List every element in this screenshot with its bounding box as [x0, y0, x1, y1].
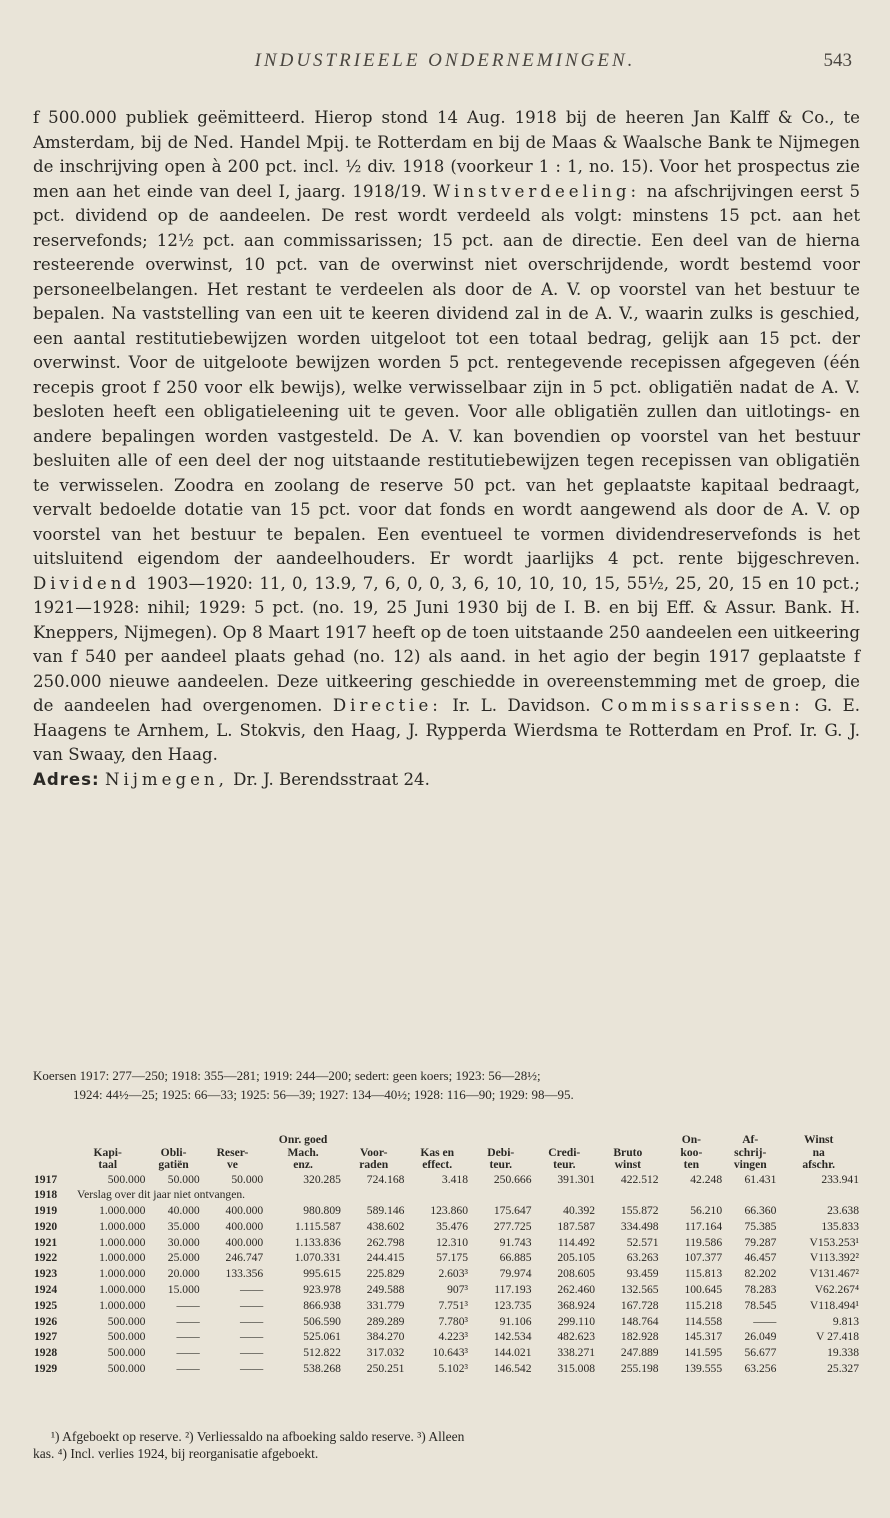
directie-label: Directie:: [332, 696, 442, 715]
commissarissen-text: G. E. Haagens te Arnhem, L. Stokvis, den Haag, J. Rypperda Wierdsma te Rotterdam en Prof. Ir. G. J. van Swaay, den Haag.: [33, 696, 860, 764]
table-row: [33, 1266, 860, 1282]
table-cell: 30.000: [167, 1235, 200, 1249]
table-cell: 255.198: [620, 1362, 659, 1376]
header-cell: [33, 1159, 69, 1172]
table-cell: 123.860: [430, 1204, 468, 1218]
table-cell: 107.377: [684, 1251, 723, 1265]
table-cell: 35.476: [436, 1219, 468, 1233]
header-cell: raden: [359, 1158, 389, 1171]
header-cell: Credi-: [548, 1145, 581, 1159]
header-cell: Bruto: [613, 1145, 643, 1159]
table-row: [33, 1282, 860, 1298]
header-cell: ve: [226, 1158, 238, 1171]
table-cell: 56.677: [744, 1346, 777, 1360]
commissarissen-label: Commissarissen:: [600, 696, 804, 715]
table-cell: 233.941: [821, 1172, 859, 1186]
table-row: [33, 1235, 860, 1251]
table-cell: 923.978: [303, 1283, 341, 1297]
table-cell: 144.021: [493, 1346, 532, 1360]
table-row: [33, 1314, 860, 1330]
header-cell: Mach.: [287, 1145, 319, 1159]
header-cell: ten: [683, 1158, 700, 1171]
table-row-1918: [33, 1187, 860, 1203]
table-cell: V62.267⁴: [814, 1283, 859, 1297]
table-cell: 7.780³: [438, 1314, 468, 1328]
header-cell: winst: [614, 1158, 642, 1171]
table-cell: 114.492: [557, 1235, 596, 1249]
koersen-line-2: 1924: 44½—25; 1925: 66—33; 1925: 56—39; 1927: 134—40½; 1928: 116—90; 1929: 98—95.: [73, 1087, 574, 1102]
table-cell: 225.829: [366, 1267, 405, 1281]
table-cell: V153.253¹: [809, 1235, 859, 1249]
row-year: 1923: [34, 1267, 58, 1281]
table-cell: 980.809: [303, 1204, 341, 1218]
running-header: [30, 50, 860, 80]
header-cell: [69, 1134, 146, 1147]
footnote-line-1: ¹) Afgeboekt op reserve. ²) Verliessaldo na afboeking saldo reserve. ³) Alleen: [51, 1429, 465, 1444]
footnote-line-2: kas. ⁴) Incl. verlies 1924, bij reorganisatie afgeboekt.: [33, 1446, 319, 1461]
row-year: 1922: [34, 1251, 58, 1265]
table-cell: 133.356: [225, 1267, 264, 1281]
table-cell: 262.798: [366, 1235, 405, 1249]
header-cell: Kapi-: [93, 1145, 122, 1159]
header-cell: [342, 1134, 406, 1147]
table-cell: ——: [753, 1314, 777, 1328]
table-cell: 100.645: [684, 1283, 723, 1297]
table-cell: 724.168: [366, 1172, 405, 1186]
table-cell: 1.000.000: [99, 1267, 146, 1281]
table-cell: 500.000: [107, 1330, 146, 1344]
table-cell: 79.287: [744, 1235, 777, 1249]
table-cell: 82.202: [744, 1267, 777, 1281]
page-number: 543: [823, 50, 852, 71]
table-cell: 66.885: [499, 1251, 532, 1265]
dividend-label: Dividend: [33, 573, 141, 593]
row-year: 1921: [34, 1235, 58, 1249]
table-cell: 15.000: [167, 1283, 200, 1297]
header-cell: na: [812, 1145, 825, 1159]
table-cell: ——: [240, 1283, 264, 1297]
table-cell: 42.248: [690, 1172, 723, 1186]
table-cell: 46.457: [744, 1251, 777, 1265]
table-cell: 78.545: [744, 1298, 777, 1312]
table-row: [33, 1329, 860, 1345]
table-cell: 1.000.000: [99, 1204, 146, 1218]
table-cell: 246.747: [225, 1251, 264, 1265]
running-title: INDUSTRIEELE ONDERNEMINGEN.: [254, 50, 636, 71]
table-cell: 10.643³: [432, 1346, 468, 1360]
table-cell: 115.218: [684, 1298, 723, 1312]
adres-label: Adres:: [33, 769, 100, 789]
header-cell: Kas en: [420, 1145, 455, 1159]
header-cell: Af-: [742, 1133, 759, 1146]
header-cell: afschr.: [802, 1158, 836, 1171]
table-cell: 995.615: [303, 1267, 341, 1281]
table-cell: 26.049: [744, 1330, 777, 1344]
header-cell: [596, 1134, 660, 1147]
table-cell: 19.338: [827, 1346, 859, 1360]
table-cell: 2.603³: [438, 1267, 468, 1281]
table-cell: 208.605: [557, 1267, 596, 1281]
table-cell: 1.133.836: [294, 1235, 341, 1249]
header-cell: [201, 1134, 265, 1147]
header-cell: koo-: [680, 1145, 703, 1159]
table-cell: 1.000.000: [99, 1219, 146, 1233]
table-cell: ——: [240, 1362, 264, 1376]
header-cell: enz.: [293, 1158, 313, 1171]
row-year: 1928: [34, 1346, 58, 1360]
header-cell: Debi-: [487, 1145, 515, 1159]
table-cell: 3.418: [441, 1172, 468, 1186]
table-cell: V 27.418: [816, 1330, 859, 1344]
table-cell: 40.392: [563, 1204, 596, 1218]
table-cell: 9.813: [832, 1314, 859, 1328]
header-cell: Voor-: [359, 1145, 388, 1159]
table-cell: 182.928: [620, 1330, 659, 1344]
header-cell: [33, 1134, 69, 1147]
header-cell: [33, 1147, 69, 1160]
table-cell: 244.415: [366, 1251, 405, 1265]
table-cell: 142.534: [493, 1330, 532, 1344]
row-year: 1920: [34, 1219, 58, 1233]
table-cell: 500.000: [107, 1172, 146, 1186]
header-cell: vingen: [733, 1158, 767, 1171]
table-cell: 1.000.000: [99, 1298, 146, 1312]
table-cell: 117.193: [494, 1283, 532, 1297]
header-cell: Obli-: [160, 1145, 187, 1159]
table-cell: 119.586: [684, 1235, 723, 1249]
header-cell: [405, 1134, 469, 1147]
table-cell: 1.070.331: [294, 1251, 341, 1265]
table-cell: 500.000: [107, 1314, 146, 1328]
table-row: [33, 1219, 860, 1235]
header-row-3: [33, 1159, 860, 1172]
table-cell: 368.924: [557, 1298, 596, 1312]
table-cell: ——: [176, 1314, 200, 1328]
table-cell: 148.764: [620, 1314, 659, 1328]
table-cell: 589.146: [366, 1204, 405, 1218]
table-cell: ——: [240, 1314, 264, 1328]
koersen-line-1: Koersen 1917: 277—250; 1918: 355—281; 1919: 244—200; sedert: geen koers; 1923: 56—28½;: [33, 1068, 541, 1083]
table-cell: 50.000: [167, 1172, 200, 1186]
row-year: 1924: [34, 1283, 58, 1297]
table-cell: 132.565: [620, 1283, 659, 1297]
financial-table: [33, 1134, 860, 1377]
row-year: 1917: [34, 1172, 58, 1186]
table-cell: 139.555: [684, 1362, 723, 1376]
table-cell: 91.106: [499, 1314, 532, 1328]
directie-text: Ir. L. Davidson.: [452, 696, 591, 715]
koersen-block: [33, 1066, 860, 1104]
table-cell: 61.431: [744, 1172, 777, 1186]
table-cell: 384.270: [366, 1330, 405, 1344]
table-cell: 12.310: [436, 1235, 468, 1249]
table-cell: 299.110: [557, 1314, 596, 1328]
adres-city: Nijmegen,: [104, 769, 228, 789]
table-cell: 155.872: [620, 1204, 659, 1218]
table-cell: 63.256: [744, 1362, 777, 1376]
table-row: [33, 1250, 860, 1266]
table-cell: 167.728: [620, 1298, 659, 1312]
table-row: [33, 1345, 860, 1361]
header-cell: schrij-: [734, 1145, 767, 1159]
table-cell: V118.494¹: [809, 1298, 859, 1312]
header-cell: effect.: [422, 1158, 453, 1171]
table-cell: 315.008: [557, 1362, 596, 1376]
table-cell: 500.000: [107, 1362, 146, 1376]
table-cell: 146.542: [493, 1362, 532, 1376]
table-cell: ——: [240, 1346, 264, 1360]
table-cell: 422.512: [620, 1172, 659, 1186]
table-cell: 187.587: [557, 1219, 596, 1233]
table-cell: 40.000: [167, 1204, 200, 1218]
header-cell: Onr. goed: [278, 1133, 328, 1146]
table-cell: 7.751³: [438, 1298, 468, 1312]
header-cell: taal: [98, 1158, 118, 1171]
table-cell: 79.974: [499, 1267, 532, 1281]
table-cell: 145.317: [684, 1330, 723, 1344]
table-cell: 525.061: [303, 1330, 341, 1344]
header-cell: Reser-: [216, 1145, 249, 1159]
header-row-1: [33, 1134, 860, 1147]
table-cell: 175.647: [493, 1204, 532, 1218]
table-cell: 289.289: [366, 1314, 405, 1328]
table-cell: 400.000: [225, 1219, 264, 1233]
issue-text: f 500.000 publiek geëmitteerd. Hierop stond 14 Aug. 1918 bij de heeren Jan Kalff & Co., te Amsterdam, bij de Ned. Handel Mpij. te Rotterdam en bij de Maas & Waalsche Bank te Nijmegen de inschrijving open à 200 pct. incl. ½ div. 1918 (voorkeur 1 : 1, no. 15). Voor het prospectus zie men aan het einde van deel I, jaarg. 1918/19.: [33, 108, 860, 201]
table-cell: 250.666: [493, 1172, 532, 1186]
table-cell: 320.285: [303, 1172, 341, 1186]
row-year: 1927: [34, 1330, 58, 1344]
table-cell: 75.385: [744, 1219, 777, 1233]
table-cell: 262.460: [557, 1283, 596, 1297]
table-cell: 331.779: [366, 1298, 405, 1312]
header-cell: teur.: [489, 1158, 512, 1171]
table-cell: 25.000: [167, 1251, 200, 1265]
table-cell: ——: [176, 1346, 200, 1360]
table-cell: 866.938: [303, 1298, 341, 1312]
no-report-note: Verslag over dit jaar niet ontvangen.: [77, 1188, 246, 1202]
table-cell: 249.588: [366, 1283, 405, 1297]
header-cell: teur.: [553, 1158, 576, 1171]
table-header: [33, 1134, 860, 1172]
table-cell: 205.105: [557, 1251, 596, 1265]
table-cell: 115.813: [684, 1267, 723, 1281]
table-cell: 93.459: [626, 1267, 659, 1281]
table-cell: V113.392²: [809, 1251, 859, 1265]
table-cell: 1.000.000: [99, 1235, 146, 1249]
table-cell: 400.000: [225, 1235, 264, 1249]
table-cell: 500.000: [107, 1346, 146, 1360]
table-cell: 114.558: [684, 1314, 723, 1328]
table-cell: 1.000.000: [99, 1283, 146, 1297]
table-cell: 482.623: [557, 1330, 596, 1344]
table-row: [33, 1298, 860, 1314]
table-cell: ——: [176, 1330, 200, 1344]
table-cell: V131.467²: [809, 1267, 859, 1281]
table-cell: 117.164: [684, 1219, 723, 1233]
table-cell: 400.000: [225, 1204, 264, 1218]
table-cell: 91.743: [499, 1235, 532, 1249]
table-cell: 35.000: [167, 1219, 200, 1233]
table-cell: 5.102³: [438, 1362, 468, 1376]
table-cell: 277.725: [493, 1219, 532, 1233]
table-cell: 66.360: [744, 1204, 777, 1218]
row-year: 1918: [34, 1188, 58, 1202]
table-cell: 57.175: [436, 1251, 468, 1265]
table-cell: 135.833: [821, 1219, 859, 1233]
table-cell: 50.000: [231, 1172, 264, 1186]
header-cell: On-: [681, 1133, 702, 1146]
winstverdeeling-text: na afschrijvingen eerst 5 pct. dividend op de aandeelen. De rest wordt verdeeld als volgt: minstens 15 pct. aan het reservefonds; 12½ pct. aan commissarissen; 15 pct. aan de directie. Een deel van de hierna resteerende overwinst, 10 pct. van de overwinst niet overschrijdende, wordt bestemd voor personeelbelangen. Het restant te verdeelen als door de A. V. op voorstel van het bestuur te bepalen. Na vaststelling van een uit te keeren dividend zal in de A. V., waarin zulks is geschied, een aantal restitutiebewijzen worden uitgeloot tot een totaal bedrag, gelijk aan 15 pct. der overwinst. Voor de uitgeloote bewijzen worden 5 pct. rentegevende recepissen afgegeven (één recepis groot f 250 voor elk bewijs), welke verwisselbaar zijn in 5 pct. obligatiën nadat de A. V. besloten heeft een obligatieleening uit te geven. Voor alle obligatiën zullen dan uitlotings- en andere bepalingen worden vastgesteld. De A. V. kan bovendien op voorstel van het bestuur besluiten alle of een deel der nog uitstaande restitutiebewijzen tegen recepissen van obligatiën te verwisselen. Zoodra en zoolang de reserve 50 pct. van het geplaatste kapitaal bedraagt, vervalt bedoelde dotatie van 15 pct. voor dat fonds en wordt aangewend als door de A. V. op voorstel van het bestuur te bepalen. Een eventueel te vormen dividendreservefonds is het uitsluitend eigendom der aandeelhouders. Er wordt jaarlijks 4 pct. rente bijgeschreven.: [33, 181, 861, 568]
row-year: 1925: [34, 1298, 58, 1312]
dividend-text: 1903—1920: 11, 0, 13.9, 7, 6, 0, 0, 3, 6, 10, 10, 10, 15, 55½, 25, 20, 15 en 10 pct.; 1921—1928: nihil; 1929: 5 pct. (no. 19, 25 Juni 1930 bij de I. B. en bij Eff. & Assur. Bank. H. Kneppers, Nijmegen). Op 8 Maart 1917 heeft op de toen uitstaande 250 aandeelen een uitkeering van f 540 per aandeel plaats gehad (no. 12) als aand. in het agio der begin 1917 geplaatste f 250.000 nieuwe aandeelen. Deze uitkeering geschiedde in overeenstemming met de groep, die de aandeelen had overgenomen.: [33, 573, 860, 715]
main-paragraph: [33, 106, 860, 792]
table-body: [33, 1172, 860, 1377]
table-cell: 250.251: [366, 1362, 405, 1376]
table-cell: ——: [240, 1330, 264, 1344]
header-cell: [533, 1134, 597, 1147]
table-cell: ——: [176, 1362, 200, 1376]
table-cell: 56.210: [690, 1204, 723, 1218]
table-cell: 78.283: [744, 1283, 777, 1297]
table-cell: 123.735: [493, 1298, 532, 1312]
table-cell: 512.822: [303, 1346, 341, 1360]
table-cell: 317.032: [366, 1346, 405, 1360]
header-cell: [469, 1134, 533, 1147]
table-cell: 141.595: [684, 1346, 723, 1360]
header-cell: Winst: [803, 1133, 834, 1146]
table-cell: 25.327: [827, 1362, 859, 1376]
table-row: [33, 1172, 860, 1188]
table-cell: 247.889: [620, 1346, 659, 1360]
row-year: 1929: [34, 1362, 58, 1376]
table-cell: 20.000: [167, 1267, 200, 1281]
adres-street: Dr. J. Berendsstraat 24.: [233, 769, 430, 789]
header-cell: [146, 1134, 200, 1147]
table-row: [33, 1361, 860, 1377]
table-cell: ——: [240, 1298, 264, 1312]
table-cell: 23.638: [827, 1204, 859, 1218]
table-cell: 538.268: [303, 1362, 341, 1376]
table-cell: 1.115.587: [294, 1219, 341, 1233]
table-cell: 338.271: [557, 1346, 596, 1360]
winstverdeeling-label: Winstverdeeling:: [433, 181, 641, 201]
table-row: [33, 1203, 860, 1219]
table-cell: 52.571: [626, 1235, 659, 1249]
table-cell: 1.000.000: [99, 1251, 146, 1265]
table-cell: ——: [176, 1298, 200, 1312]
table-cell: 334.498: [620, 1219, 659, 1233]
footnotes: [33, 1428, 860, 1462]
header-cell: gatiën: [158, 1158, 189, 1171]
table-cell: 506.590: [303, 1314, 341, 1328]
table-cell: 391.301: [557, 1172, 596, 1186]
table-cell: 438.602: [366, 1219, 405, 1233]
table-cell: 4.223³: [438, 1330, 468, 1344]
table-cell: 907³: [447, 1283, 468, 1297]
table-cell: 63.263: [626, 1251, 659, 1265]
row-year: 1919: [34, 1204, 58, 1218]
row-year: 1926: [34, 1314, 58, 1328]
